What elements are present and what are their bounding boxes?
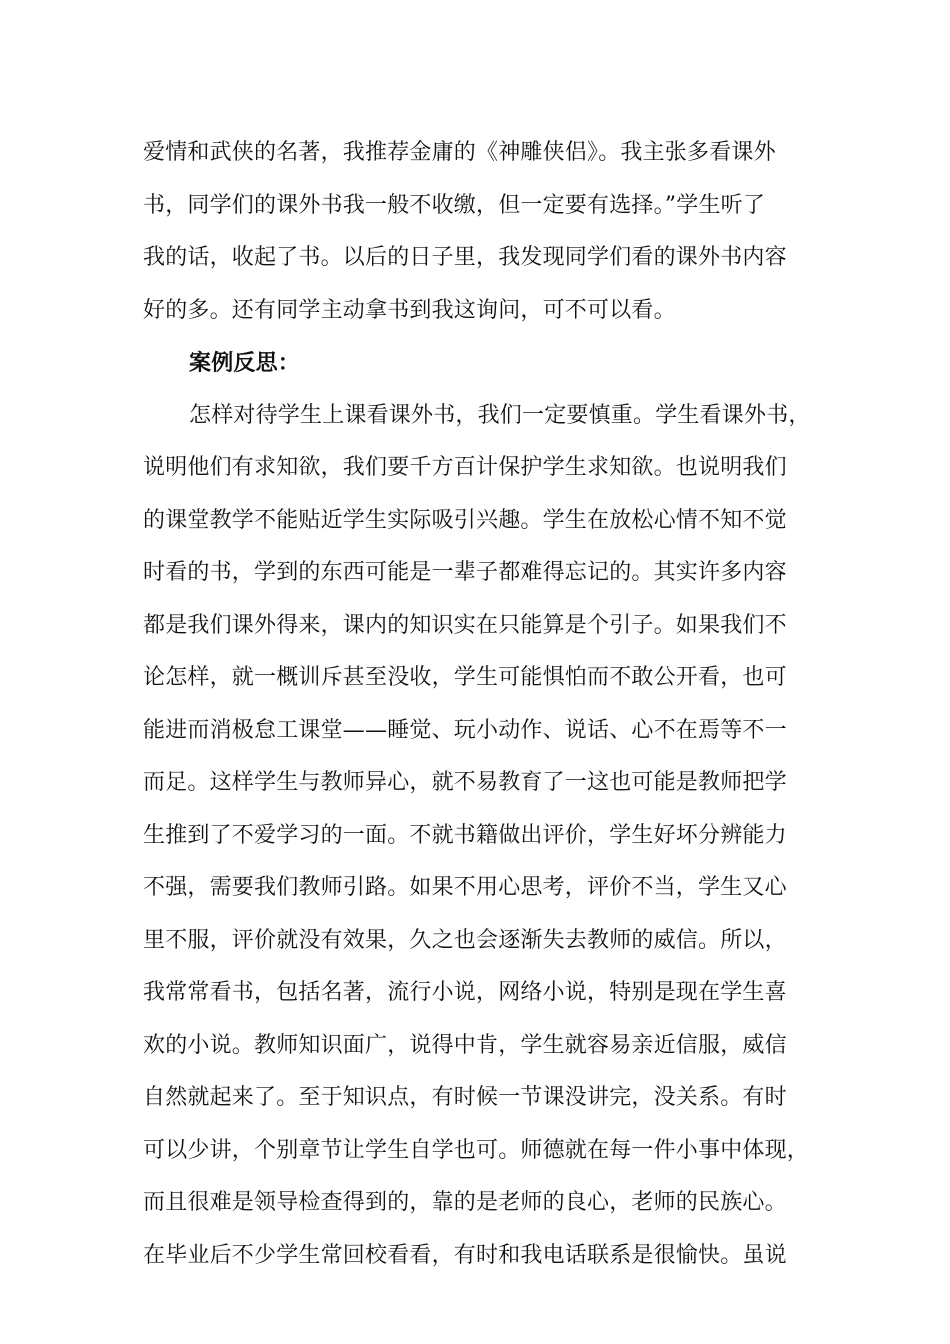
paragraph-line: 而足。这样学生与教师异心，就不易教育了一这也可能是教师把学 — [143, 770, 787, 795]
paragraph-line: 论怎样，就一概训斥甚至没收，学生可能惧怕而不敢公开看，也可 — [143, 665, 787, 690]
paragraph-line: 好的多。还有同学主动拿书到我这询问，可不可以看。 — [143, 297, 676, 323]
paragraph-line: 在毕业后不少学生常回校看看，有时和我电话联系是很愉快。虽说 — [143, 1242, 787, 1268]
paragraph-line: 生推到了不爱学习的一面。不就书籍做出评价，学生好坏分辨能力 — [143, 822, 787, 848]
paragraph-line: 的课堂教学不能贴近学生实际吸引兴趣。学生在放松心情不知不觉 — [143, 507, 787, 533]
paragraph-line: 说明他们有求知欲，我们要千方百计保护学生求知欲。也说明我们 — [143, 455, 787, 480]
paragraph-line: 我的话，收起了书。以后的日子里，我发现同学们看的课外书内容 — [143, 245, 787, 270]
section-heading: 案例反思： — [189, 350, 301, 376]
paragraph-line: 欢的小说。教师知识面广，说得中肯，学生就容易亲近信服，威信 — [143, 1032, 787, 1058]
paragraph-line: 都是我们课外得来，课内的知识实在只能算是个引子。如果我们不 — [143, 612, 787, 638]
paragraph-line: 而且很难是领导检查得到的，靠的是老师的良心，老师的民族心。 — [143, 1190, 787, 1215]
paragraph-line: 我常常看书，包括名著，流行小说，网络小说，特别是现在学生喜 — [143, 980, 787, 1005]
paragraph-line: 不强，需要我们教师引路。如果不用心思考，评价不当，学生又心 — [143, 875, 787, 900]
paragraph-line: 爱情和武侠的名著，我推荐金庸的《神雕侠侣》。我主张多看课外 — [143, 140, 776, 165]
document-body — [143, 127, 811, 1282]
paragraph-line: 时看的书，学到的东西可能是一辈子都难得忘记的。其实许多内容 — [143, 560, 787, 585]
paragraph-line: 里不服，评价就没有效果，久之也会逐渐失去教师的威信。所以， — [143, 927, 787, 953]
paragraph-line: 书，同学们的课外书我一般不收缴，但一定要有选择。”学生听了 — [143, 192, 766, 218]
paragraph-line: 自然就起来了。至于知识点，有时候一节课没讲完，没关系。有时 — [143, 1085, 787, 1110]
paragraph-line: 怎样对待学生上课看课外书，我们一定要慎重。学生看课外书， — [189, 402, 811, 428]
paragraph-line: 可以少讲，个别章节让学生自学也可。师德就在每一件小事中体现， — [143, 1137, 810, 1163]
paragraph-line: 能进而消极怠工课堂——睡觉、玩小动作、说话、心不在焉等不一 — [143, 717, 787, 743]
